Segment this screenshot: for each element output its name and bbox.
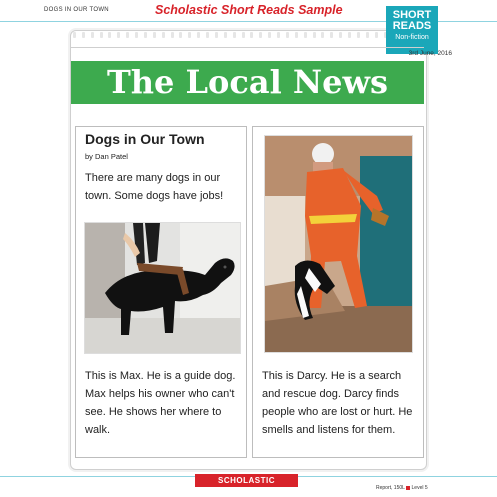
article-byline: by Dan Patel (85, 152, 128, 161)
section-label: DOGS IN OUR TOWN (44, 7, 109, 13)
dateline-bar (71, 47, 424, 61)
badge-line-1: SHORT (392, 9, 432, 21)
footer-info (376, 485, 428, 491)
article-headline: Dogs in Our Town (85, 131, 205, 147)
caption-darcy: This is Darcy. He is a search and rescue dog. Darcy finds people who are lost or hurt. He smells and listens for them. (262, 370, 413, 436)
footer-report: Report, 150L (376, 485, 405, 491)
masthead-banner (71, 61, 424, 104)
badge-line-3: Non-fiction (395, 34, 429, 41)
guide-dog-photo (84, 222, 241, 354)
rescue-dog-photo (264, 135, 413, 353)
spiral-binding (70, 32, 425, 38)
footer-level: Level 5 (411, 485, 428, 491)
sample-title: Scholastic Short Reads Sample (155, 3, 343, 17)
level-square-icon (406, 486, 410, 490)
article-intro: There are many dogs in our town. Some dogs have jobs! (85, 172, 224, 202)
badge-line-2: READS (392, 20, 432, 32)
scholastic-logo: SCHOLASTIC (195, 474, 298, 487)
issue-date: 3rd June, 2016 (408, 50, 452, 57)
masthead-title: The Local News (106, 63, 389, 101)
caption-max: This is Max. He is a guide dog. Max helps his owner who can't see. He shows her where to walk. (85, 370, 236, 436)
